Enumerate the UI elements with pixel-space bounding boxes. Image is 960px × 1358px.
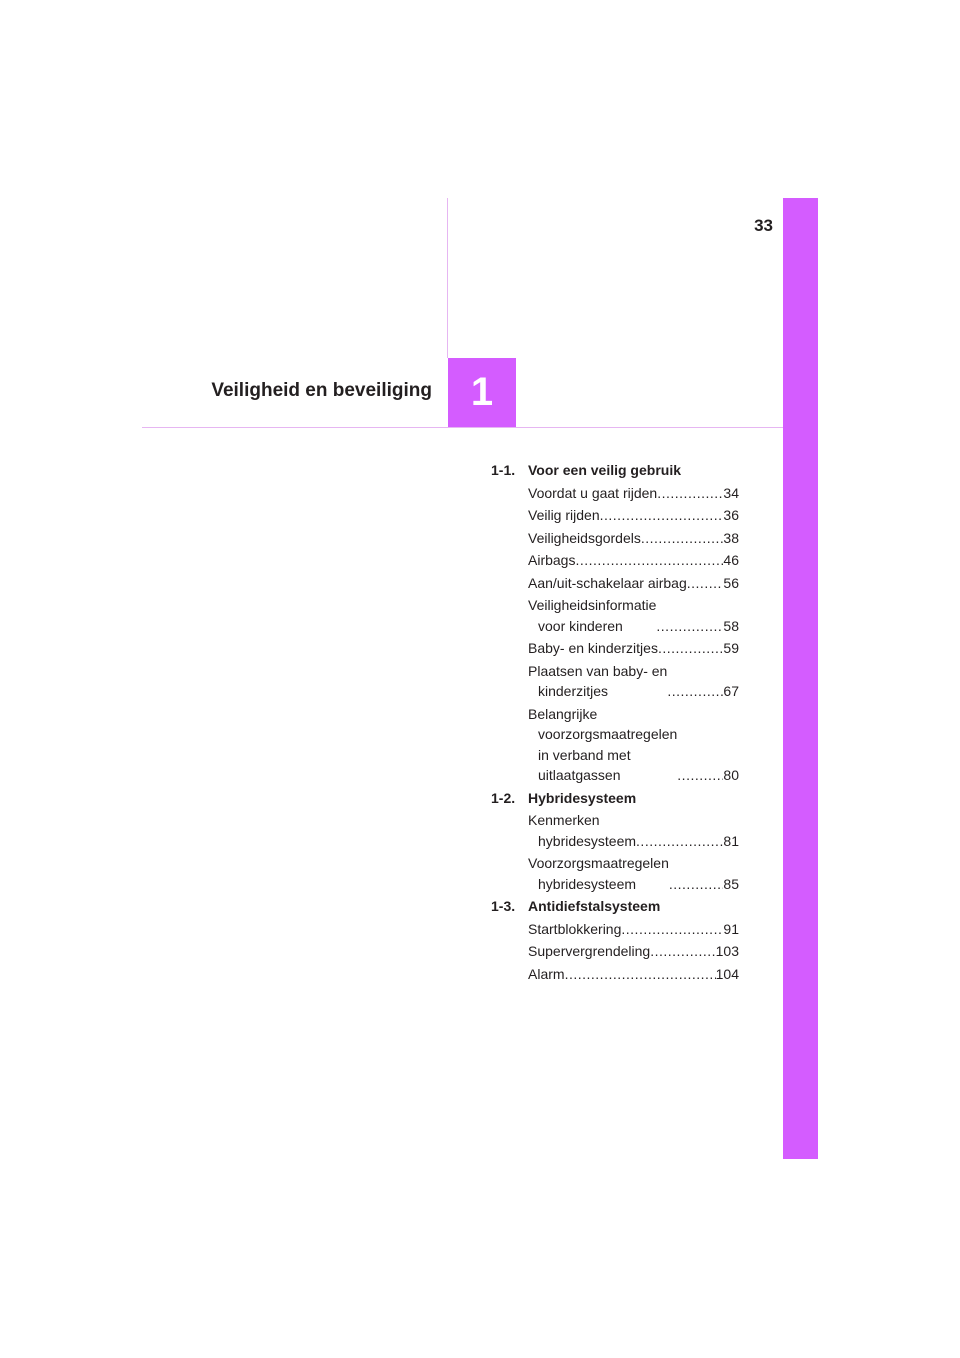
table-of-contents <box>491 460 739 986</box>
toc-dot-leader <box>657 483 723 504</box>
toc-entry[interactable] <box>491 919 739 940</box>
toc-page-number: 46 <box>723 552 739 568</box>
toc-entry-line: Veiligheidsgordels <box>528 529 641 546</box>
toc-entry-label <box>528 638 658 659</box>
toc-section-number: 1-3. <box>491 898 516 914</box>
toc-dot-leader <box>656 616 723 637</box>
toc-entry-line: Veilig rijden <box>528 507 600 523</box>
vertical-rule <box>447 198 448 358</box>
toc-entry-line: voorzorgsmaatregelen <box>538 726 678 742</box>
toc-entry-line: voor kinderen <box>538 617 623 634</box>
toc-entry[interactable] <box>491 505 739 526</box>
toc-entry-line: Belangrijke <box>528 705 598 722</box>
toc-entry[interactable] <box>491 550 739 571</box>
toc-entry[interactable] <box>491 573 739 594</box>
toc-dot-leader <box>575 550 723 571</box>
toc-entry[interactable] <box>491 528 739 549</box>
toc-page-number: 104 <box>715 965 739 982</box>
toc-entry-line: hybridesysteem <box>538 832 637 849</box>
toc-entry[interactable] <box>491 595 739 636</box>
toc-entry-label <box>528 919 621 940</box>
toc-page-number: 38 <box>723 529 739 546</box>
chapter-number-box: 1 <box>448 358 516 427</box>
toc-entry-line: Startblokkering <box>528 920 622 937</box>
toc-dot-leader <box>565 964 716 985</box>
toc-entry-label <box>528 550 575 571</box>
toc-dot-leader <box>621 919 723 940</box>
toc-entry-line: kinderzitjes <box>538 683 609 699</box>
toc-dot-leader <box>669 874 724 895</box>
toc-section-heading[interactable] <box>491 788 739 809</box>
toc-entry-line: Plaatsen van baby- en <box>528 662 668 679</box>
toc-entry-label <box>528 573 687 594</box>
toc-page-number: 58 <box>723 617 739 634</box>
toc-page-number: 67 <box>723 683 739 699</box>
toc-section-heading[interactable] <box>491 460 739 481</box>
toc-page-number: 56 <box>723 574 739 591</box>
toc-dot-leader <box>677 765 723 786</box>
toc-entry-line: Voorzorgsmaatregelen <box>528 855 669 871</box>
toc-entry[interactable] <box>491 661 739 702</box>
toc-page-number: 59 <box>723 640 739 656</box>
toc-entry-label <box>528 853 669 894</box>
toc-entry-label <box>528 483 657 504</box>
toc-entry[interactable] <box>491 638 739 659</box>
toc-entry[interactable] <box>491 853 739 894</box>
toc-page-number: 85 <box>723 875 739 892</box>
toc-page-number: 34 <box>723 484 739 501</box>
toc-entry-line: Baby- en kinderzitjes <box>528 640 658 656</box>
toc-dot-leader <box>650 941 715 962</box>
toc-entry[interactable] <box>491 704 739 786</box>
toc-entry-line: Alarm <box>528 965 565 982</box>
toc-entry-line: Supervergrendeling <box>528 943 651 959</box>
toc-entry[interactable] <box>491 964 739 985</box>
toc-dot-leader <box>687 573 724 594</box>
toc-dot-leader <box>641 528 724 549</box>
toc-entry-line: in verband met <box>538 746 631 763</box>
toc-entry-line: Aan/uit-schakelaar airbag <box>528 574 687 591</box>
toc-entry-label <box>528 810 636 851</box>
toc-entry-label <box>528 704 677 786</box>
toc-section-number: 1-1. <box>491 462 516 478</box>
toc-entry[interactable] <box>491 810 739 851</box>
toc-entry-label <box>528 505 600 526</box>
toc-dot-leader <box>667 681 723 702</box>
toc-entry-line: uitlaatgassen <box>538 767 621 783</box>
horizontal-rule <box>142 427 783 428</box>
toc-page-number: 91 <box>723 920 739 937</box>
toc-section-title: Voor een veilig gebruik <box>528 462 682 478</box>
toc-entry-label <box>528 941 650 962</box>
toc-dot-leader <box>600 505 724 526</box>
toc-dot-leader <box>636 831 723 852</box>
toc-entry-line: hybridesysteem <box>538 875 637 892</box>
toc-entry-line: Veiligheidsinformatie <box>528 597 657 613</box>
chapter-side-tab <box>783 198 818 1159</box>
toc-page-number: 36 <box>723 507 739 523</box>
toc-entry-label <box>528 964 565 985</box>
toc-entry-label <box>528 661 667 702</box>
toc-entry-line: Airbags <box>528 552 576 568</box>
chapter-title: Veiligheid en beveiliging <box>211 380 432 401</box>
toc-section-number: 1-2. <box>491 789 516 806</box>
toc-entry-line: Kenmerken <box>528 812 600 828</box>
toc-page-number: 103 <box>715 943 739 959</box>
toc-entry-line: Voordat u gaat rijden <box>528 484 658 501</box>
toc-entry[interactable] <box>491 483 739 504</box>
toc-entry-label <box>528 528 641 549</box>
toc-entry-label <box>528 595 656 636</box>
toc-section-heading[interactable] <box>491 896 739 917</box>
toc-entry[interactable] <box>491 941 739 962</box>
toc-section-title: Hybridesysteem <box>528 789 637 806</box>
page-number: 33 <box>754 216 773 235</box>
toc-dot-leader <box>658 638 723 659</box>
toc-section-title: Antidiefstalsysteem <box>528 898 661 914</box>
toc-page-number: 80 <box>723 767 739 783</box>
toc-page-number: 81 <box>723 832 739 849</box>
